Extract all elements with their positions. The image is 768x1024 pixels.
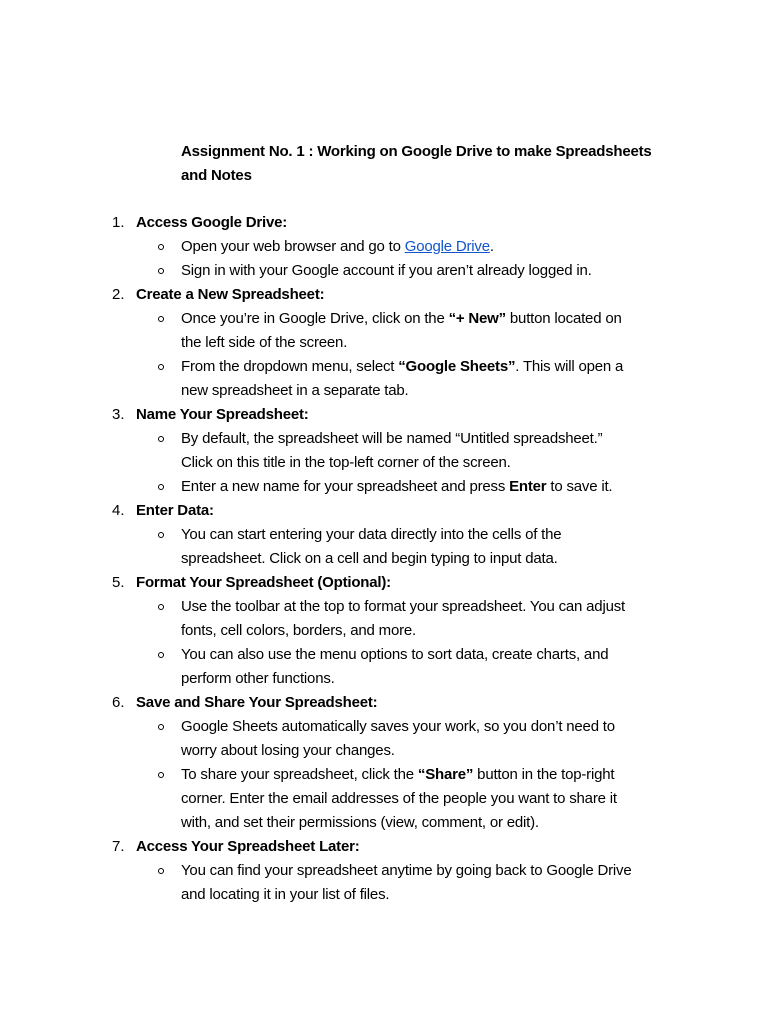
bullet-list (0, 307, 768, 403)
list-item: You can also use the menu options to sort data, create charts, and perform other functions. (0, 643, 681, 691)
hollow-circle-bullet-icon (158, 268, 164, 274)
step-1 (0, 211, 768, 283)
hollow-circle-bullet-icon (158, 364, 164, 370)
title-line-2: and Notes (181, 167, 252, 184)
step-number: 4. (112, 502, 125, 519)
list-item: To share your spreadsheet, click the “Share” button in the top-right corner. Enter the email addresses of the people you want to share it with, and set their permissions (view, comment, or edit). (0, 763, 681, 835)
step-title: Enter Data: (136, 502, 214, 519)
hollow-circle-bullet-icon (158, 316, 164, 322)
step-7 (0, 835, 768, 907)
hollow-circle-bullet-icon (158, 604, 164, 610)
list-item: You can start entering your data directly into the cells of the spreadsheet. Click on a cell and begin typing to input data. (0, 523, 681, 571)
list-item: Sign in with your Google account if you aren’t already logged in. (0, 259, 681, 283)
step-title: Access Google Drive: (136, 214, 288, 231)
list-item: Use the toolbar at the top to format your spreadsheet. You can adjust fonts, cell colors, borders, and more. (0, 595, 681, 643)
list-item: By default, the spreadsheet will be named “Untitled spreadsheet.” Click on this title in the top-left corner of the screen. (0, 427, 681, 475)
step-number: 1. (112, 214, 125, 231)
step-6 (0, 691, 768, 835)
title-line-1: Assignment No. 1 : Working on Google Drive to make Spreadsheets (181, 143, 652, 160)
list-item: Open your web browser and go to Google Drive. (0, 235, 681, 259)
hollow-circle-bullet-icon (158, 868, 164, 874)
step-2 (0, 283, 768, 403)
list-item: You can find your spreadsheet anytime by going back to Google Drive and locating it in your list of files. (0, 859, 681, 907)
document-title (181, 140, 681, 188)
hollow-circle-bullet-icon (158, 436, 164, 442)
step-title: Name Your Spreadsheet: (136, 406, 309, 423)
hollow-circle-bullet-icon (158, 652, 164, 658)
hollow-circle-bullet-icon (158, 772, 164, 778)
step-number: 2. (112, 286, 125, 303)
hollow-circle-bullet-icon (158, 532, 164, 538)
hollow-circle-bullet-icon (158, 484, 164, 490)
bullet-list (0, 523, 768, 571)
step-number: 7. (112, 838, 125, 855)
step-number: 5. (112, 574, 125, 591)
step-5 (0, 571, 768, 691)
step-title: Save and Share Your Spreadsheet: (136, 694, 378, 711)
list-item: Once you’re in Google Drive, click on the “+ New” button located on the left side of the screen. (0, 307, 681, 355)
step-3 (0, 403, 768, 499)
step-title: Create a New Spreadsheet: (136, 286, 325, 303)
hollow-circle-bullet-icon (158, 724, 164, 730)
bullet-list (0, 427, 768, 499)
google-drive-link[interactable]: Google Drive (404, 238, 490, 255)
steps-list (0, 211, 768, 907)
step-title: Access Your Spreadsheet Later: (136, 838, 360, 855)
list-item: Google Sheets automatically saves your work, so you don’t need to worry about losing your changes. (0, 715, 681, 763)
list-item: Enter a new name for your spreadsheet and press Enter to save it. (0, 475, 681, 499)
step-title: Format Your Spreadsheet (Optional): (136, 574, 391, 591)
list-item: From the dropdown menu, select “Google Sheets”. This will open a new spreadsheet in a separate tab. (0, 355, 681, 403)
step-number: 3. (112, 406, 125, 423)
hollow-circle-bullet-icon (158, 244, 164, 250)
step-number: 6. (112, 694, 125, 711)
step-4 (0, 499, 768, 571)
bullet-list (0, 595, 768, 691)
bullet-list (0, 859, 768, 907)
bullet-list (0, 715, 768, 835)
bullet-list (0, 235, 768, 283)
